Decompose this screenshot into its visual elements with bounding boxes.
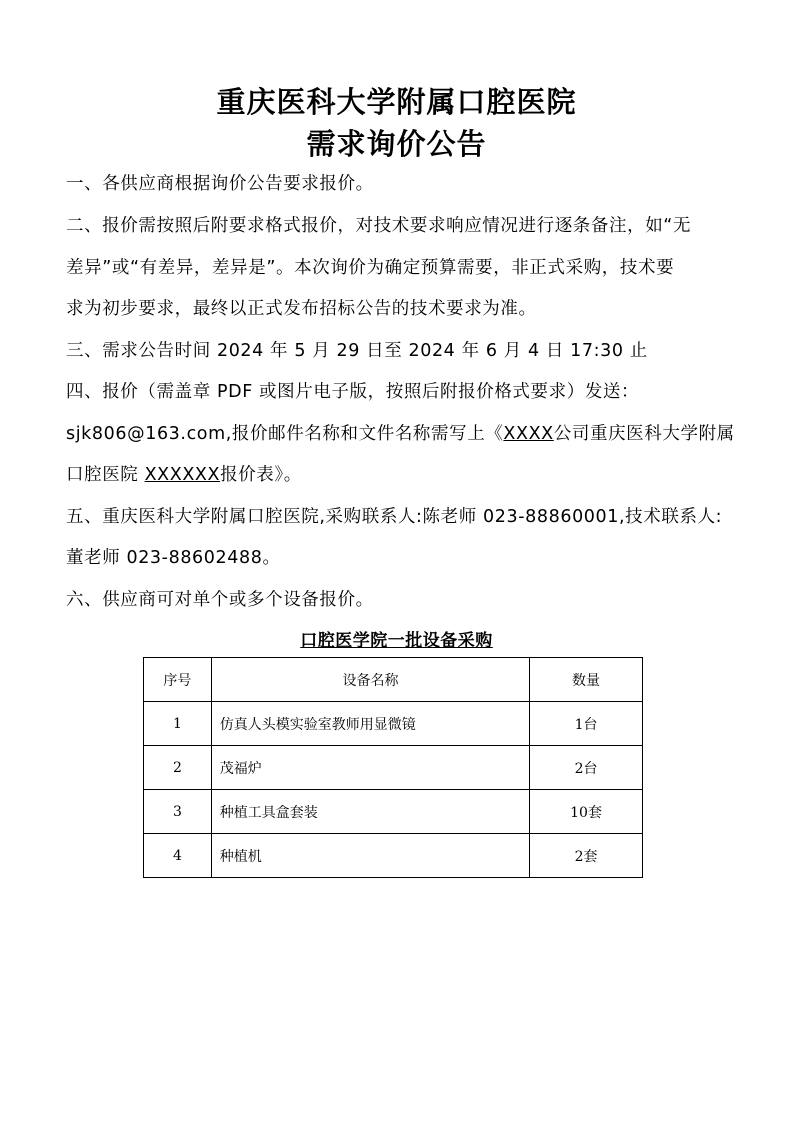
item-2-line-3: 求为初步要求，最终以正式发布招标公告的技术要求为准。 <box>66 299 537 319</box>
item-4-line-2-tail: 公司重庆医科大学附属 <box>553 424 735 444</box>
table-row <box>144 746 643 790</box>
cell-name: 仿真人头模实验室教师用显微镜 <box>211 702 529 746</box>
item-4-line-1: 四、报价（需盖章 PDF 或图片电子版，按照后附报价格式要求）发送： <box>66 382 640 402</box>
item-4-line-3 <box>66 461 302 486</box>
header-quantity: 数量 <box>530 658 643 702</box>
company-placeholder: XXXX <box>503 424 554 444</box>
item-2-line-1: 二、报价需按照后附要求格式报价，对技术要求响应情况进行逐条备注，如“无 <box>66 216 692 236</box>
table-row <box>144 834 643 878</box>
cell-index: 1 <box>144 702 212 746</box>
cell-index: 4 <box>144 834 212 878</box>
cell-quantity: 2台 <box>530 746 643 790</box>
item-3: 三、需求公告时间 2024 年 5 月 29 日至 2024 年 6 月 4 日 17:30 止 <box>66 341 648 361</box>
cell-name: 茂福炉 <box>211 746 529 790</box>
document-subtitle: 需求询价公告 <box>306 127 487 161</box>
table-header-row <box>144 658 643 702</box>
cell-quantity: 10套 <box>530 790 643 834</box>
item-6: 六、供应商可对单个或多个设备报价。 <box>66 590 374 610</box>
item-2-line-2: 差异”或“有差异，差异是”。本次询价为确定预算需要，非正式采购，技术要 <box>66 258 675 278</box>
header-index: 序号 <box>144 658 212 702</box>
header-name: 设备名称 <box>211 658 529 702</box>
cell-name: 种植工具盒套装 <box>211 790 529 834</box>
item-1: 一、各供应商根据询价公告要求报价。 <box>66 174 374 194</box>
cell-quantity: 1台 <box>530 702 643 746</box>
equipment-table <box>143 657 643 878</box>
item-5-line-2: 董老师 023-88602488。 <box>66 548 281 568</box>
item-4-line-2 <box>66 420 735 445</box>
email-text: sjk806@163.com,报价邮件名称和文件名称需写上《 <box>66 424 504 444</box>
table-caption: 口腔医学院一批设备采购 <box>300 631 493 651</box>
cell-name: 种植机 <box>211 834 529 878</box>
item-5-line-1: 五、重庆医科大学附属口腔医院,采购联系人:陈老师 023-88860001,技术联系人: <box>66 507 723 527</box>
cell-index: 2 <box>144 746 212 790</box>
cell-quantity: 2套 <box>530 834 643 878</box>
item-4-line-3-head: 口腔医院 <box>66 465 145 485</box>
document-title: 重庆医科大学附属口腔医院 <box>216 85 577 119</box>
cell-index: 3 <box>144 790 212 834</box>
table-row <box>144 702 643 746</box>
quote-placeholder: XXXXXX <box>144 465 221 485</box>
table-row <box>144 790 643 834</box>
item-4-line-3-tail: 报价表》。 <box>220 465 302 485</box>
